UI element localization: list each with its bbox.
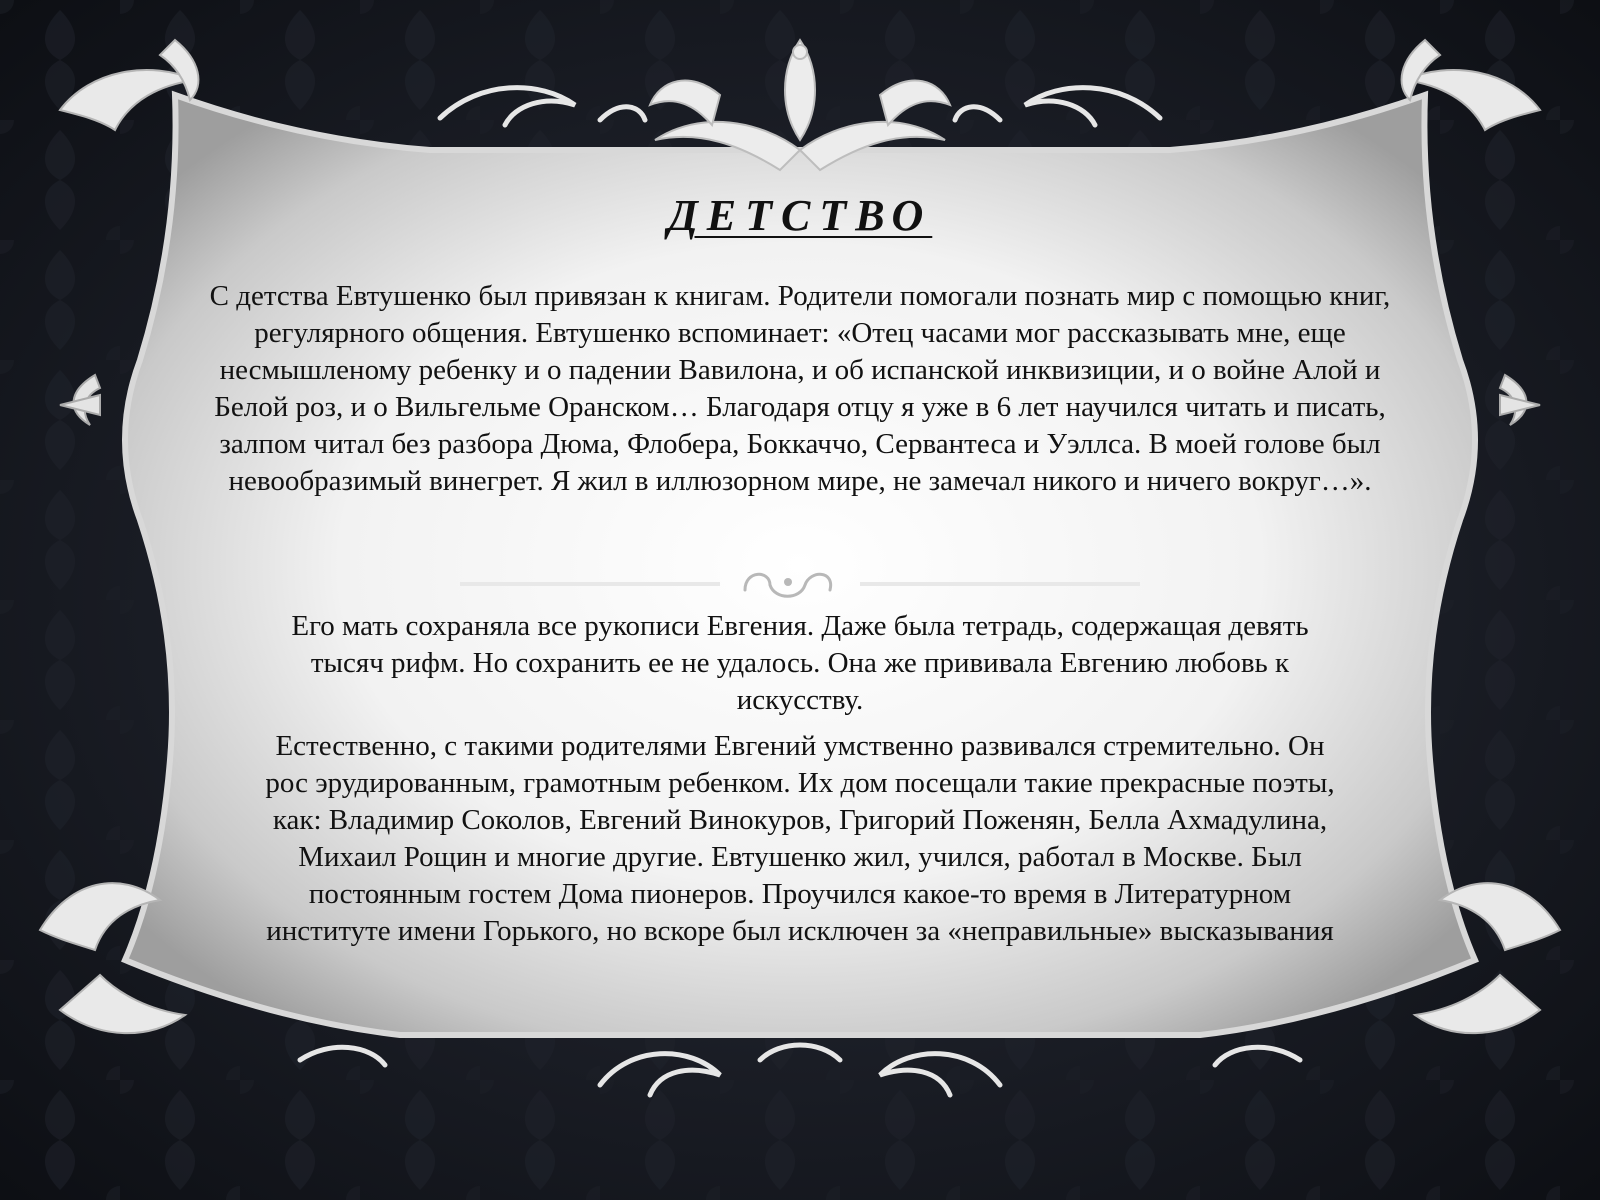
slide-title-text: ДЕТСТВО — [667, 191, 933, 240]
slide-title — [0, 190, 1600, 241]
childhood-paragraph-mother: Его мать сохраняла все рукописи Евгения. Даже была тетрадь, содержащая девять тысяч рифм. Но сохранить ее не удалось. Она же прививала Евгению любовь к искусству. — [291, 610, 1309, 716]
childhood-paragraph-books: С детства Евтушенко был привязан к книгам. Родители помогали познать мир с помощью книг, регулярного общения. Евтушенко вспоминает: «Отец часами мог рассказывать мне, еще несмышленому ребенку и о падении Вавилона, и об испанской инквизиции, и о войне Алой и Белой роз, и о Вильгельме Оранском… Благодаря отцу я уже в 6 лет научился читать и писать, залпом читал без разбора Дюма, Флобера, Боккаччо, Сервантеса и Уэллса. В моей голове был невообразимый винегрет. Я жил в иллюзорном мире, не замечал никого и ничего вокруг…». — [209, 280, 1391, 497]
childhood-paragraph-development: Естественно, с такими родителями Евгений умственно развивался стремительно. Он рос эрудированным, грамотным ребенком. Их дом посещали такие прекрасные поэты, как: Владимир Соколов, Евгений Винокуров, Григорий Поженян, Белла Ахмадулина, Михаил Рощин и многие другие. Евтушенко жил, учился, работал в Москве. Был постоянным гостем Дома пионеров. Проучился какое-то время в Литературном институте имени Горького, но вскоре был исключен за «неправильные» высказывания — [265, 730, 1335, 947]
